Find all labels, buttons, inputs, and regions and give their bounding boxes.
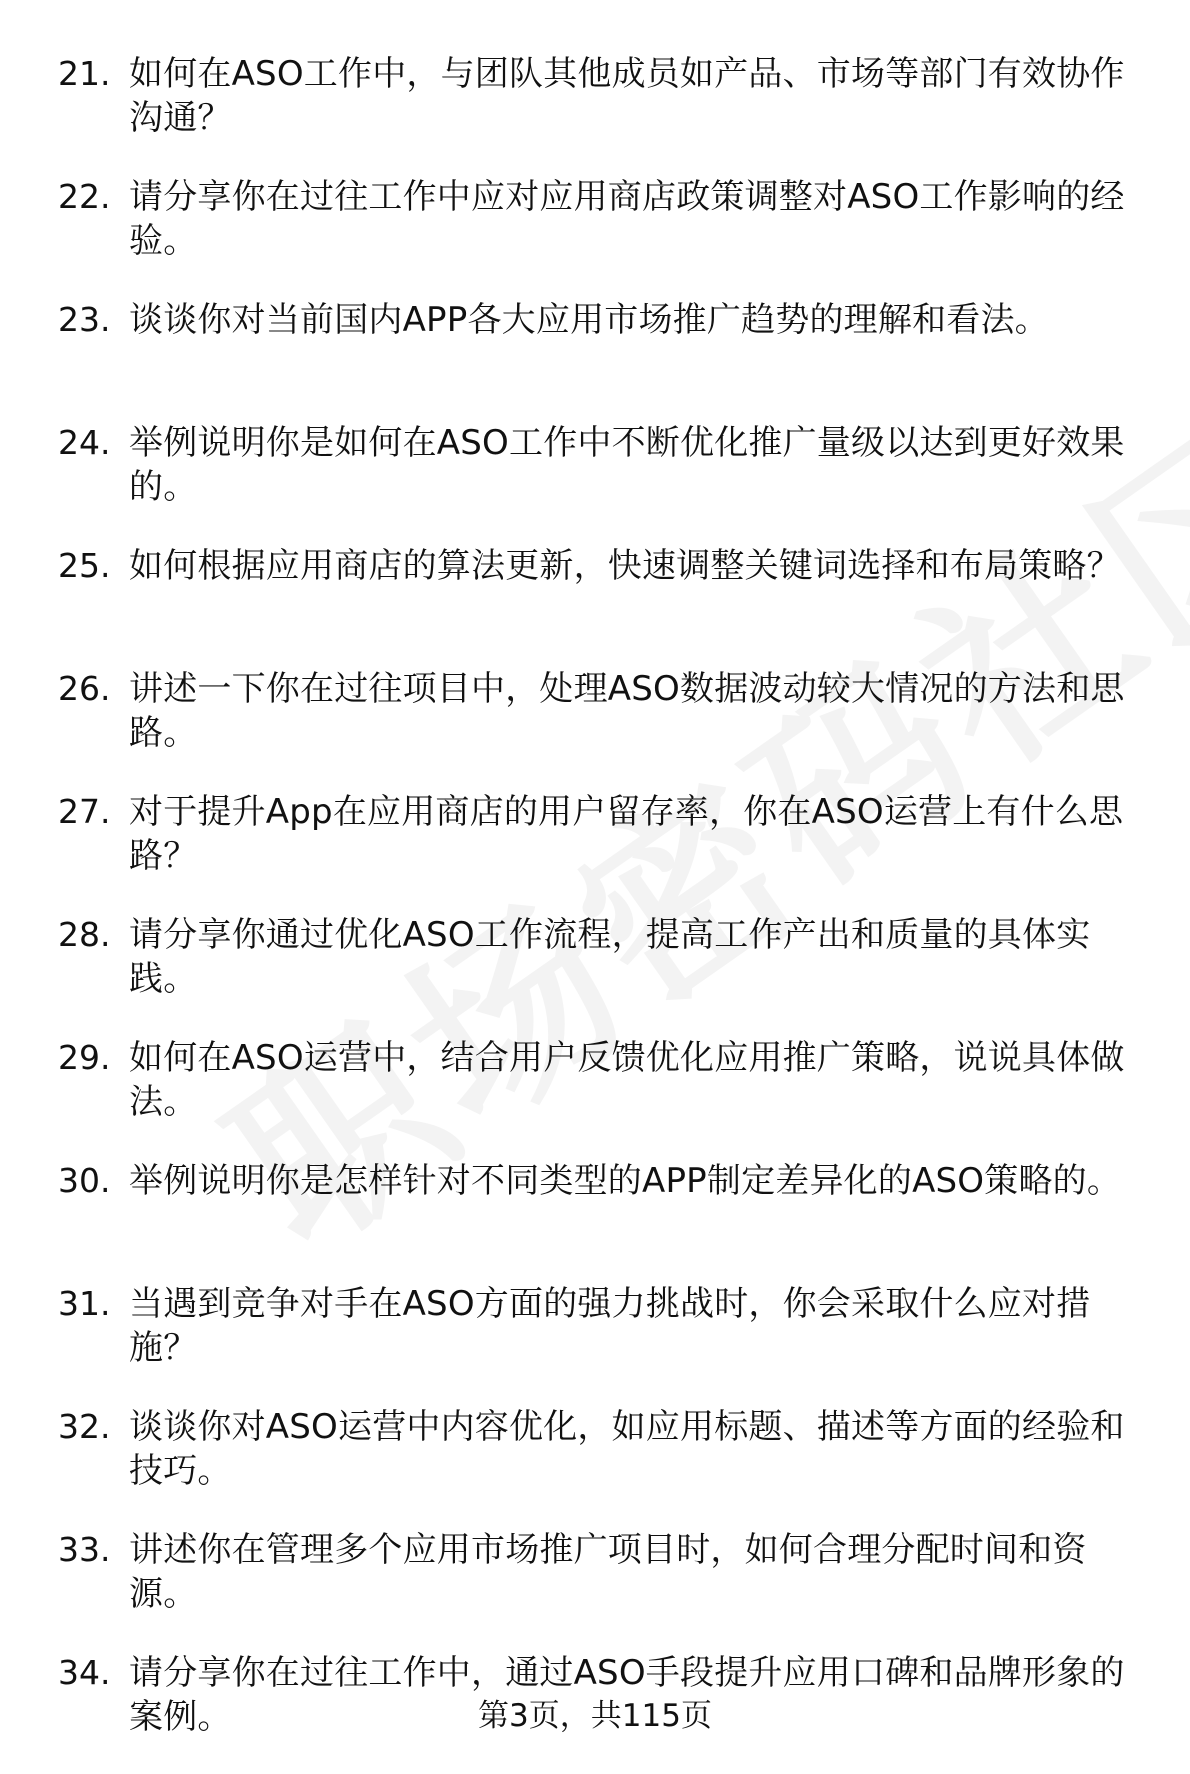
list-item xyxy=(0,1036,1190,1159)
question-text: 讲述你在管理多个应用市场推广项目时，如何合理分配时间和资源。 xyxy=(129,1530,1087,1614)
question-number: 29. xyxy=(58,1038,111,1077)
question-number: 25. xyxy=(58,546,111,585)
list-item xyxy=(0,298,1190,421)
list-item xyxy=(0,1282,1190,1405)
question-text: 对于提升App在应用商店的用户留存率，你在ASO运营上有什么思路？ xyxy=(129,792,1124,876)
question-number: 24. xyxy=(58,423,111,462)
question-number: 32. xyxy=(58,1407,111,1446)
list-item xyxy=(0,175,1190,298)
question-text: 如何根据应用商店的算法更新，快速调整关键词选择和布局策略？ xyxy=(129,546,1121,586)
question-number: 28. xyxy=(58,915,111,954)
list-item xyxy=(0,421,1190,544)
question-text: 谈谈你对ASO运营中内容优化，如应用标题、描述等方面的经验和技巧。 xyxy=(129,1407,1125,1491)
question-text: 如何在ASO工作中，与团队其他成员如产品、市场等部门有效协作沟通？ xyxy=(129,54,1125,138)
question-number: 22. xyxy=(58,177,111,216)
question-number: 34. xyxy=(58,1653,111,1692)
question-text: 举例说明你是如何在ASO工作中不断优化推广量级以达到更好效果的。 xyxy=(129,423,1125,507)
list-item xyxy=(0,544,1190,667)
question-text: 举例说明你是怎样针对不同类型的APP制定差异化的ASO策略的。 xyxy=(129,1161,1122,1201)
list-item xyxy=(0,1405,1190,1528)
question-text: 如何在ASO运营中，结合用户反馈优化应用推广策略，说说具体做法。 xyxy=(129,1038,1125,1122)
list-item xyxy=(0,1159,1190,1282)
question-number: 33. xyxy=(58,1530,111,1569)
question-number: 21. xyxy=(58,54,111,93)
question-text: 谈谈你对当前国内APP各大应用市场推广趋势的理解和看法。 xyxy=(129,300,1049,340)
question-text: 请分享你在过往工作中应对应用商店政策调整对ASO工作影响的经验。 xyxy=(129,177,1125,261)
list-item xyxy=(0,913,1190,1036)
list-item xyxy=(0,52,1190,175)
question-text: 讲述一下你在过往项目中，处理ASO数据波动较大情况的方法和思路。 xyxy=(129,669,1125,753)
question-number: 30. xyxy=(58,1161,111,1200)
list-item xyxy=(0,1528,1190,1651)
page-number-footer: 第3页，共115页 xyxy=(478,1698,712,1734)
list-item xyxy=(0,667,1190,790)
question-number: 26. xyxy=(58,669,111,708)
question-list xyxy=(0,52,1190,1774)
list-item xyxy=(0,790,1190,913)
question-text: 请分享你通过优化ASO工作流程，提高工作产出和质量的具体实践。 xyxy=(129,915,1091,999)
question-text: 请分享你在过往工作中，通过ASO手段提升应用口碑和品牌形象的案例。 xyxy=(129,1653,1125,1737)
question-number: 31. xyxy=(58,1284,111,1323)
question-number: 27. xyxy=(58,792,111,831)
question-number: 23. xyxy=(58,300,111,339)
question-text: 当遇到竞争对手在ASO方面的强力挑战时，你会采取什么应对措施？ xyxy=(129,1284,1091,1368)
